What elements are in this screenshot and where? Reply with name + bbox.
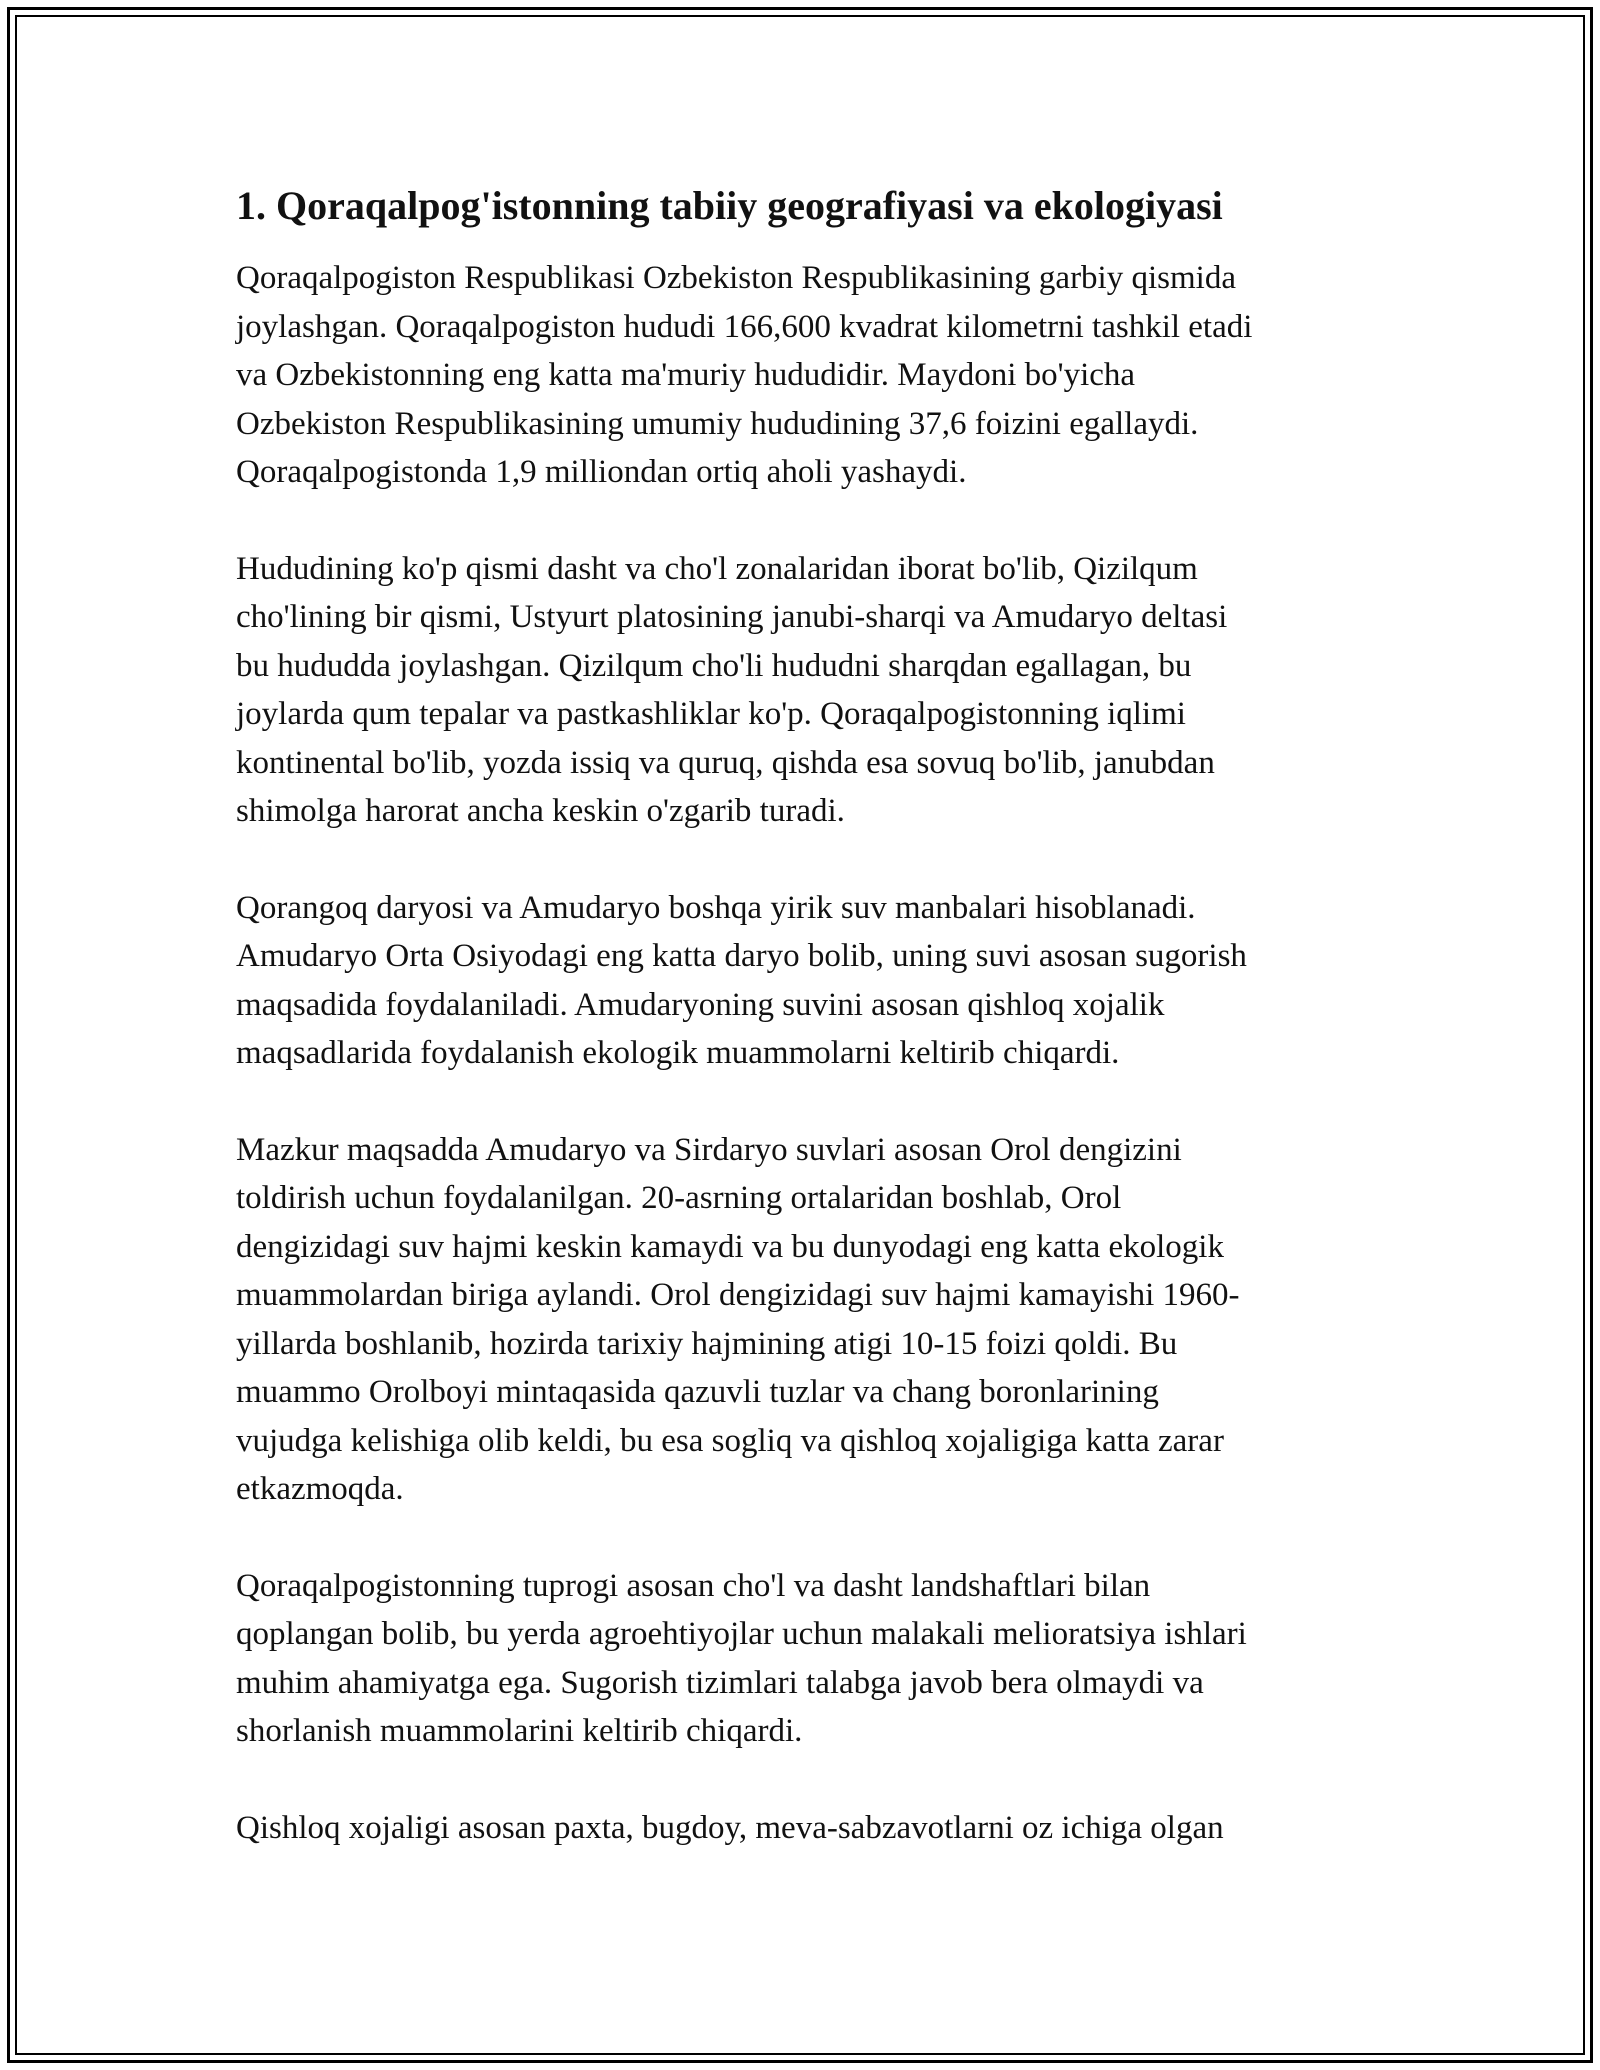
text-line: Hududining ko'p qismi dasht va cho'l zonalaridan iborat bo'lib, Qizilqum	[236, 550, 1198, 587]
text-line: Qoraqalpogiston Respublikasi Ozbekiston Respublikasining garbiy qismida	[236, 260, 1236, 296]
text-line: muhim ahamiyatga ega. Sugorish tizimlari talabga javob bera olmaydi va	[236, 1664, 1204, 1701]
text-line: dengizidagi suv hajmi keskin kamaydi va bu dunyodagi eng katta ekologik	[236, 1228, 1224, 1265]
paragraph-location	[236, 254, 1386, 497]
text-line: cho'lining bir qismi, Ustyurt platosining janubi-sharqi va Amudaryo deltasi	[236, 599, 1228, 635]
paragraph-terrain-climate	[236, 545, 1386, 836]
text-line: joylashgan. Qoraqalpogiston hududi 166,600 kvadrat kilometrni tashkil etadi	[236, 308, 1253, 345]
text-line: kontinental bo'lib, yozda issiq va quruq, qishda esa sovuq bo'lib, janubdan	[236, 744, 1215, 781]
text-line: Qoraqalpogistonning tuprogi asosan cho'l va dasht landshaftlari bilan	[236, 1567, 1151, 1604]
text-line: va Ozbekistonning eng katta ma'muriy hududidir. Maydoni bo'yicha	[236, 357, 1136, 393]
paragraph-soil	[236, 1562, 1386, 1756]
paragraph-aral-sea	[236, 1126, 1386, 1514]
text-line: bu hududda joylashgan. Qizilqum cho'li hududni sharqdan egallagan, bu	[236, 647, 1192, 684]
text-line: shorlanish muammolarini keltirib chiqardi.	[236, 1713, 803, 1749]
text-line: vujudga kelishiga olib keldi, bu esa sogliq va qishloq xojaligiga katta zarar	[236, 1422, 1224, 1459]
paragraph-water-sources	[236, 884, 1386, 1078]
text-line: maqsadlarida foydalanish ekologik muammolarni keltirib chiqardi.	[236, 1035, 1120, 1071]
text-line: toldirish uchun foydalanilgan. 20-asrning ortalaridan boshlab, Orol	[236, 1180, 1122, 1216]
text-line: muammolardan biriga aylandi. Orol dengizidagi suv hajmi kamayishi 1960-	[236, 1277, 1240, 1313]
text-line: shimolga harorat ancha keskin o'zgarib turadi.	[236, 793, 845, 829]
text-line: Ozbekiston Respublikasining umumiy hududining 37,6 foizini egallaydi.	[236, 405, 1199, 442]
text-line: Qoraqalpogistonda 1,9 milliondan ortiq aholi yashaydi.	[236, 454, 967, 490]
text-line: joylarda qum tepalar va pastkashliklar ko'p. Qoraqalpogistonning iqlimi	[236, 696, 1186, 732]
text-line: Qorangoq daryosi va Amudaryo boshqa yirik suv manbalari hisoblanadi.	[236, 889, 1196, 926]
text-line: yillarda boshlanib, hozirda tarixiy hajmining atigi 10-15 foizi qoldi. Bu	[236, 1325, 1178, 1362]
section-heading: 1. Qoraqalpog'istonning tabiiy geografiyasi va ekologiyasi	[236, 183, 1223, 228]
text-line: Mazkur maqsadda Amudaryo va Sirdaryo suvlari asosan Orol dengizini	[236, 1131, 1182, 1168]
text-line: maqsadida foydalaniladi. Amudaryoning suvini asosan qishloq xojalik	[236, 986, 1165, 1023]
text-line: Qishloq xojaligi asosan paxta, bugdoy, meva-sabzavotlarni oz ichiga olgan	[236, 1809, 1224, 1846]
paragraph-agriculture	[236, 1804, 1386, 1853]
text-line: etkazmoqda.	[236, 1471, 404, 1507]
text-line: Amudaryo Orta Osiyodagi eng katta daryo bolib, uning suvi asosan sugorish	[236, 938, 1247, 974]
text-line: muammo Orolboyi mintaqasida qazuvli tuzlar va chang boronlarining	[236, 1374, 1159, 1410]
document-body	[236, 182, 1386, 1900]
text-line: qoplangan bolib, bu yerda agroehtiyojlar uchun malakali melioratsiya ishlari	[236, 1616, 1247, 1652]
